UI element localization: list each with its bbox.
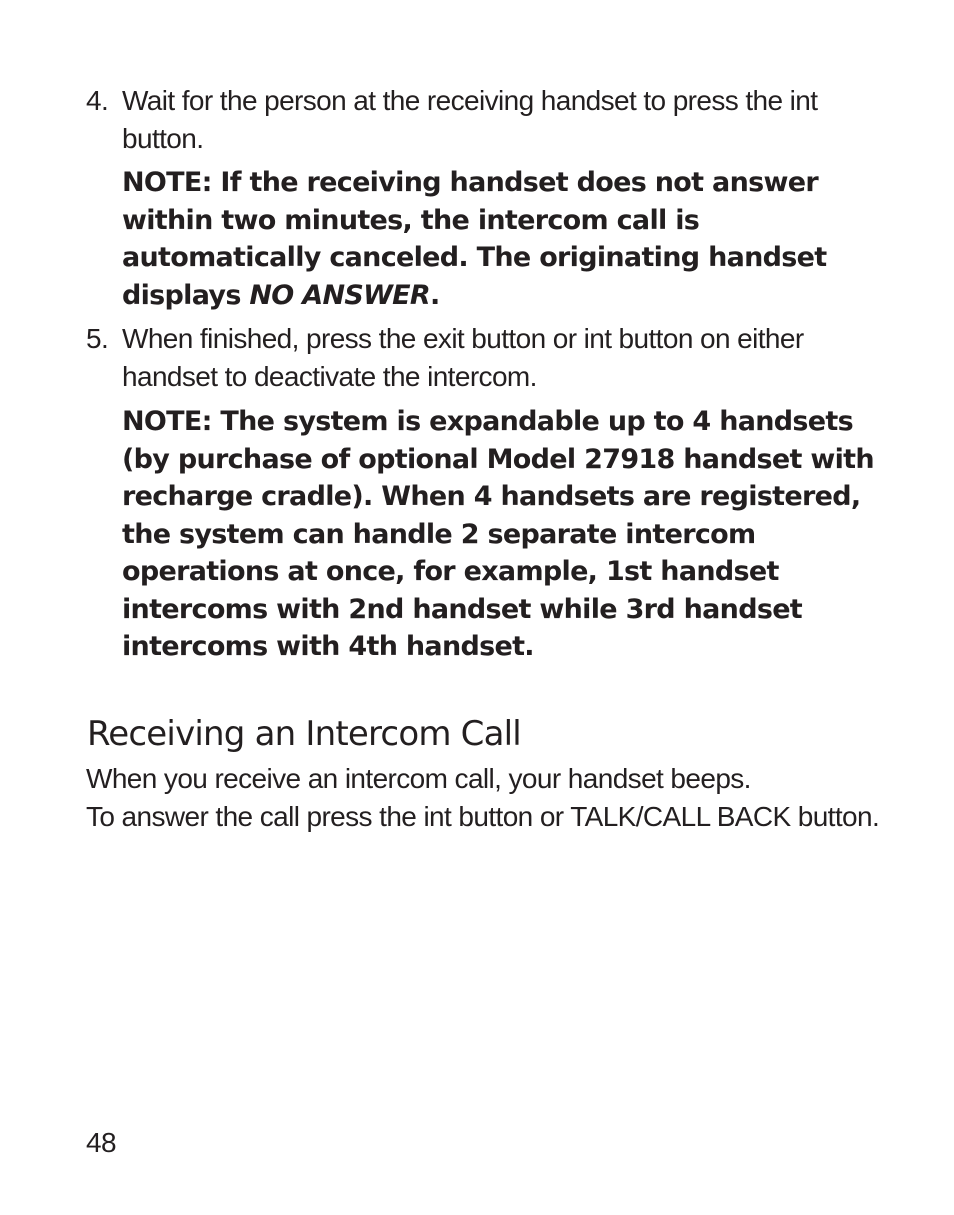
step-4-note [122,164,882,314]
step-text: Wait for the person at the receiving handset to press the int button. [122,85,818,154]
step-number: 5. [86,323,109,354]
body-line: When you receive an intercom call, your handset beeps. [86,763,751,794]
step-4 [86,82,886,158]
step-5-note: NOTE: The system is expandable up to 4 handsets (by purchase of optional Model 27918 handset with recharge cradle). When 4 handsets are registered, the system can handle 2 separate intercom operations at once, for example, 1st handset intercoms with 2nd handset while 3rd handset intercoms with 4th handset. [122,406,874,662]
step-text: When finished, press the exit button or int button on either handset to deactivate the intercom. [122,323,804,392]
section-body [86,760,886,836]
body-line: To answer the call press the int button or TALK/CALL BACK button. [86,801,880,832]
step-number: 4. [86,85,109,116]
note-text: NOTE: If the receiving handset does not answer within two minutes, the intercom call is automatically canceled. The originating handset displays [122,167,827,311]
section-heading: Receiving an Intercom Call [87,714,521,754]
page-number: 48 [86,1127,116,1158]
step-5 [86,320,886,396]
note-emphasis: NO ANSWER [249,279,431,311]
note-suffix: . [430,279,440,311]
